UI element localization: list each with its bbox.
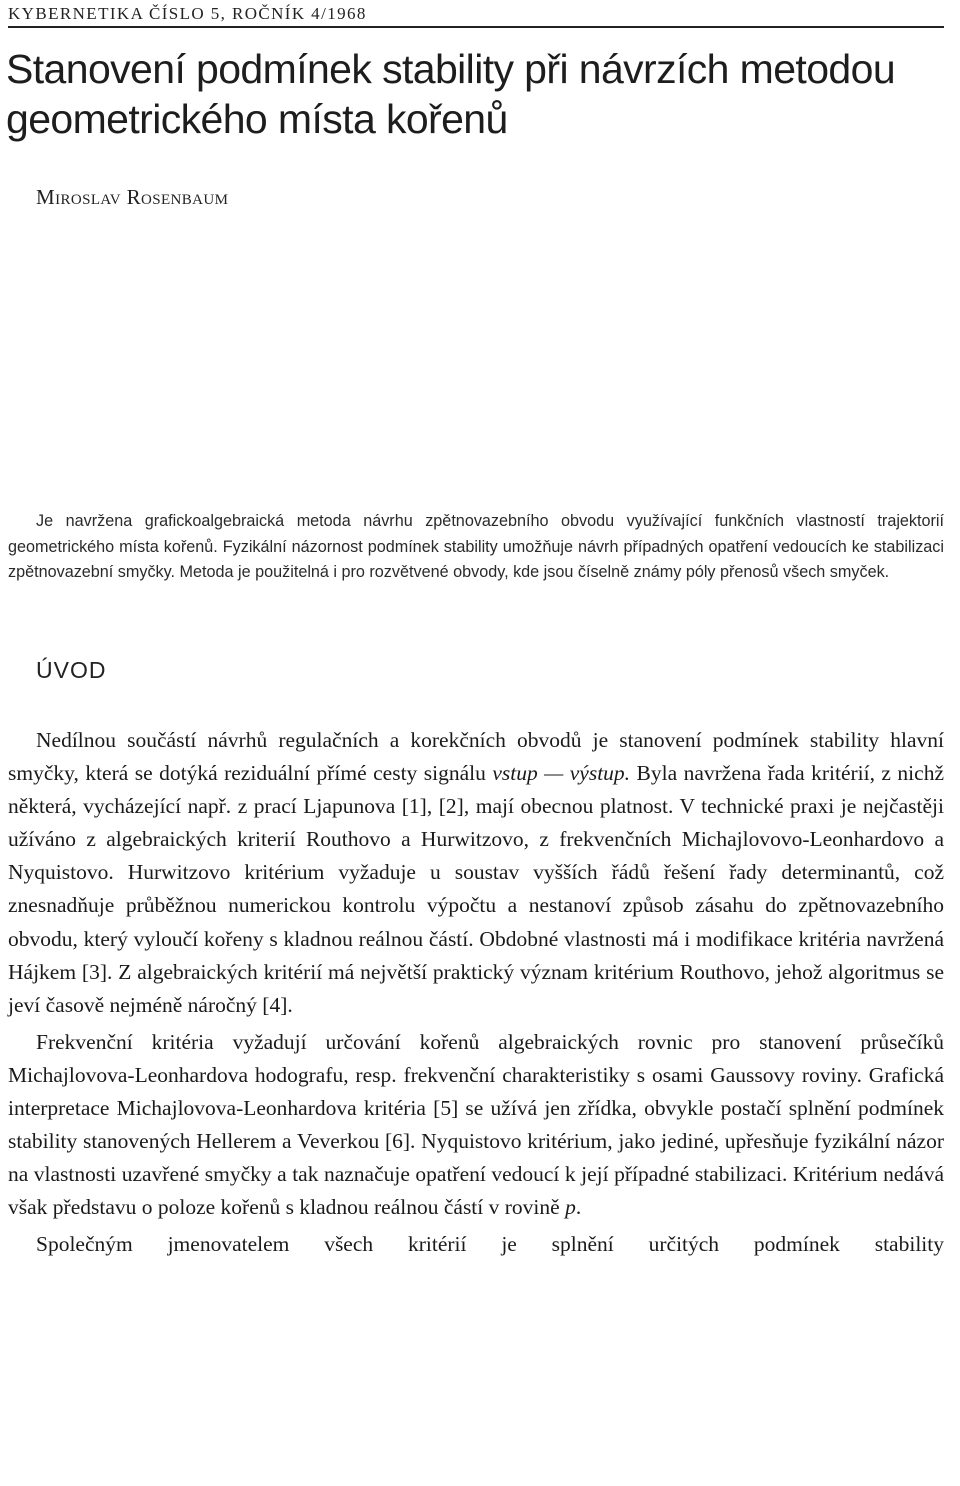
- paragraph-2: [8, 1026, 944, 1225]
- paragraph-1-italic: vstup — výstup.: [492, 761, 631, 786]
- paragraph-2-text-a: Frekvenční kritéria vyžadují určování kořenů algebraických rovnic pro stanovení průsečíků Michajlovova-Leonhardova hodografu, resp. frekvenční charakteristiky s osami Gaussovy roviny. Grafická interpretace Michajlovova-Leonhardova kritéria [5] se užívá jen zřídka, obvykle postačí splnění podmínek stability stanovených Hellerem a Veverkou [6]. Nyquistovo kritérium, jako jediné, upřesňuje fyzikální názor na vlastnosti uzavřené smyčky a tak naznačuje opatření vedoucí k její případné stabilizaci. Kritérium nedává však představu o poloze kořenů s kladnou reálnou částí v rovině: [8, 1029, 944, 1220]
- header-rule: [8, 26, 944, 28]
- section-heading: ÚVOD: [36, 657, 107, 683]
- article-title: Stanovení podmínek stability při návrzích metodou geometrického místa kořenů: [6, 46, 896, 142]
- body-text: [8, 724, 944, 1262]
- paragraph-1: [8, 724, 944, 1022]
- paragraph-1-text-b: Byla navržena řada kritérií, z nichž některá, vycházející např. z prací Ljapunova [1], [2], mají obecnou platnost. V technické praxi je nejčastěji užíváno z algebraických kriterií Routhovo a Hurwitzovo, z frekvenčních Michajlovovo-Leonhardovo a Nyquistovo. Hurwitzovo kritérium vyžaduje u soustav vyšších řádů řešení řady determinantů, což znesnadňuje průběžnou numerickou kontrolu výpočtu a nestanoví způsob zásahu do zpětnovazebního obvodu, který vyloučí kořeny s kladnou reálnou částí. Obdobné vlastnosti má i modifikace kritéria navržená Hájkem [3]. Z algebraických kritérií má největší praktický význam kritérium Routhovo, jehož algoritmus se jeví časově nejméně náročný [4].: [8, 761, 944, 1017]
- abstract: Je navržena grafickoalgebraická metoda návrhu zpětnovazebního obvodu využívající funkčních vlastností trajektorií geometrického místa kořenů. Fyzikální názornost podmínek stability umožňuje návrh případných opatření vedoucích ke stabilizaci zpětnovazební smyčky. Metoda je použitelná i pro rozvětvené obvody, kde jsou číselně známy póly přenosů všech smyček.: [8, 512, 944, 581]
- author-name: Miroslav Rosenbaum: [36, 185, 229, 209]
- paragraph-2-text-b: .: [575, 1195, 582, 1220]
- journal-running-head: KYBERNETIKA ČÍSLO 5, ROČNÍK 4/1968: [8, 4, 367, 23]
- paragraph-3-text: Společným jmenovatelem všech kritérií je splnění určitých podmínek stability: [36, 1232, 944, 1257]
- paragraph-2-italic: p: [565, 1195, 576, 1220]
- paragraph-3: [8, 1228, 944, 1261]
- paragraph-1-text-a: Nedílnou součástí návrhů regulačních a korekčních obvodů je stanovení podmínek stability hlavní smyčky, která se dotýká reziduální přímé cesty signálu: [8, 728, 944, 786]
